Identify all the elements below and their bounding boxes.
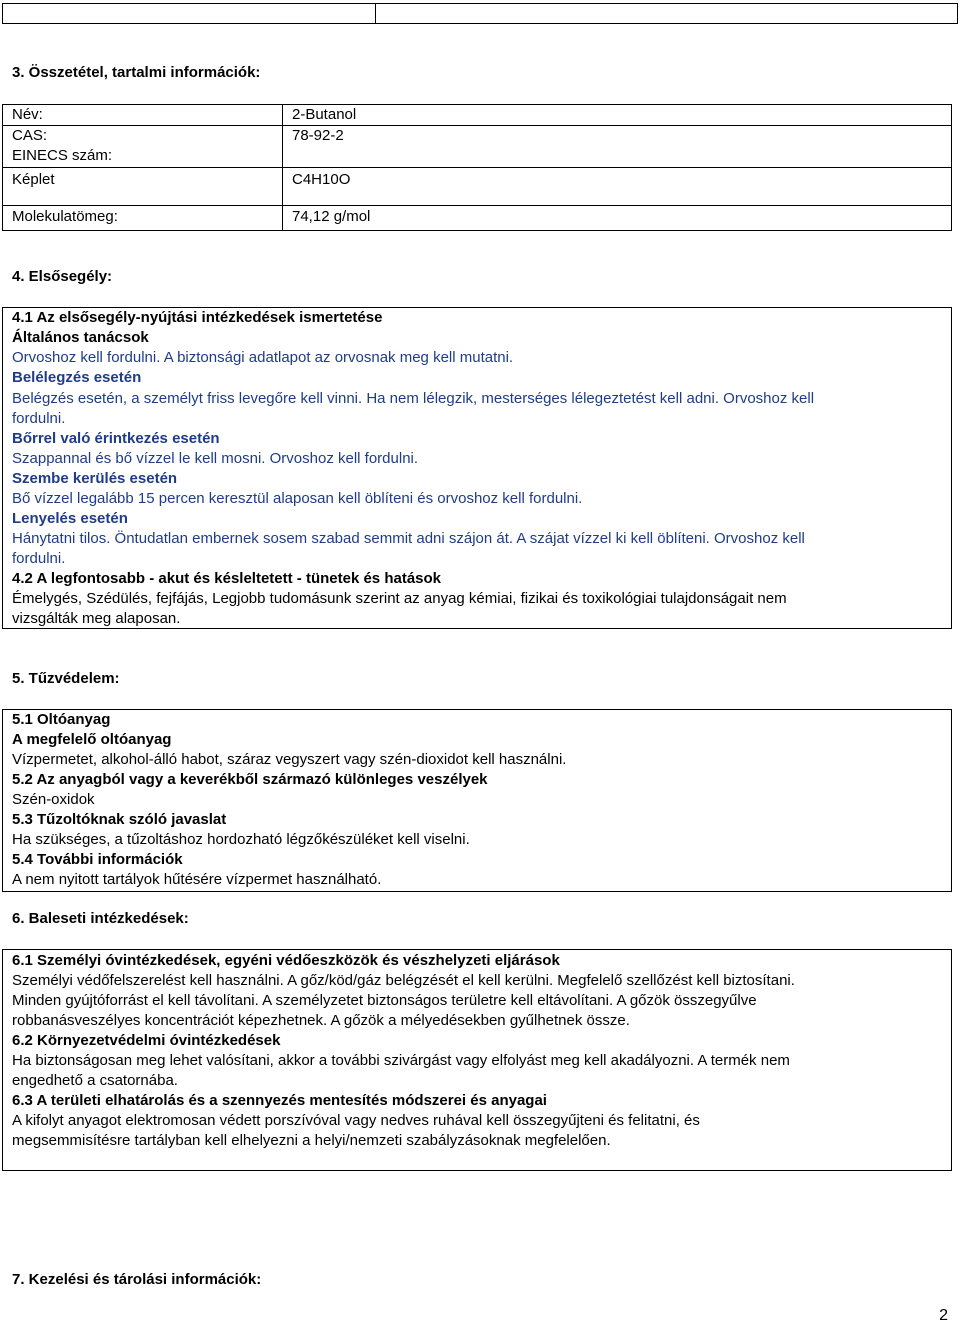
personal-precautions-text-1: Személyi védőfelszerelést kell használni. A gőz/köd/gáz belégzését el kell kerülni. Megfelelő szellőzést kell biztosítani. xyxy=(12,972,795,989)
personal-precautions-text-2: Minden gyújtóforrást el kell távolítani. A személyzetet biztonságos területre kell eltávolítani. A gőzök összegyűlve xyxy=(12,992,757,1009)
environmental-precautions-text-1: Ha biztonságosan meg lehet valósítani, akkor a további szivárgást vagy elfolyást meg kell akadályozni. A termék nem xyxy=(12,1052,790,1069)
molar-mass-value: 74,12 g/mol xyxy=(292,208,371,225)
first-aid-4-1-heading: 4.1 Az elsősegély-nyújtási intézkedések ismertetése xyxy=(12,309,383,326)
einecs-label: EINECS szám: xyxy=(12,147,113,164)
further-info-text: A nem nyitott tartályok hűtésére vízpermet használható. xyxy=(12,871,382,888)
suitable-media-heading: A megfelelő oltóanyag xyxy=(12,731,172,748)
skin-contact-heading: Bőrrel való érintkezés esetén xyxy=(12,430,220,447)
page-number: 2 xyxy=(939,1307,948,1324)
first-aid-4-2-heading: 4.2 A legfontosabb - akut és késleltetett - tünetek és hatások xyxy=(12,570,442,587)
composition-row-line-1 xyxy=(2,125,952,126)
ingestion-heading: Lenyelés esetén xyxy=(12,510,128,527)
section-3-title: 3. Összetétel, tartalmi információk: xyxy=(12,64,261,81)
symptoms-text-2: vizsgálták meg alaposan. xyxy=(12,610,181,627)
firefighter-advice-text: Ha szükséges, a tűzoltáshoz hordozható légzőkészüléket kell viselni. xyxy=(12,831,470,848)
eye-contact-heading: Szembe kerülés esetén xyxy=(12,470,178,487)
release-6-2-heading: 6.2 Környezetvédelmi óvintézkedések xyxy=(12,1032,281,1049)
containment-text-2: megsemmisítésre tartályban kell elhelyezni a helyi/nemzeti szabályzásoknak megfelelően. xyxy=(12,1132,611,1149)
formula-label: Képlet xyxy=(12,171,55,188)
fire-5-2-heading: 5.2 Az anyagból vagy a keverékből származó különleges veszélyek xyxy=(12,771,488,788)
skin-contact-text: Szappannal és bő vízzel le kell mosni. Orvoshoz kell fordulni. xyxy=(12,450,419,467)
molar-mass-label: Molekulatömeg: xyxy=(12,208,118,225)
general-advice-heading: Általános tanácsok xyxy=(12,329,149,346)
personal-precautions-text-3: robbanásveszélyes koncentrációt képezhetnek. A gőzök a mélyedésekben gyűlhetnek össze. xyxy=(12,1012,630,1029)
release-6-1-heading: 6.1 Személyi óvintézkedések, egyéni védőeszközök és vészhelyzeti eljárások xyxy=(12,952,560,969)
name-label: Név: xyxy=(12,106,43,123)
section-7-title: 7. Kezelési és tárolási információk: xyxy=(12,1271,262,1288)
fire-5-1-heading: 5.1 Oltóanyag xyxy=(12,711,111,728)
inhalation-text-2: fordulni. xyxy=(12,410,66,427)
top-table-row xyxy=(2,3,958,24)
ingestion-text-1: Hánytatni tilos. Öntudatlan embernek sosem szabad semmit adni szájon át. A szájat vízzel ki kell öblíteni. Orvoshoz kell xyxy=(12,530,805,547)
fire-5-4-heading: 5.4 További információk xyxy=(12,851,183,868)
cas-label: CAS: xyxy=(12,127,48,144)
fire-5-3-heading: 5.3 Tűzoltóknak szóló javaslat xyxy=(12,811,227,828)
general-advice-text: Orvoshoz kell fordulni. A biztonsági adatlapot az orvosnak meg kell mutatni. xyxy=(12,349,514,366)
containment-text-1: A kifolyt anyagot elektromosan védett porszívóval vagy nedves ruhával kell összegyűjteni és felitatni, és xyxy=(12,1112,700,1129)
top-table-divider xyxy=(375,3,376,24)
eye-contact-text: Bő vízzel legalább 15 percen keresztül alaposan kell öblíteni és orvoshoz kell fordulni. xyxy=(12,490,583,507)
suitable-media-text: Vízpermetet, alkohol-álló habot, száraz vegyszert vagy szén-dioxidot kell használni. xyxy=(12,751,567,768)
section-4-title: 4. Elsősegély: xyxy=(12,268,113,285)
inhalation-text-1: Belégzés esetén, a személyt friss levegőre kell vinni. Ha nem lélegzik, mesterséges lélegeztetést kell adni. Orvoshoz kell xyxy=(12,390,815,407)
release-6-3-heading: 6.3 A területi elhatárolás és a szennyezés mentesítés módszerei és anyagai xyxy=(12,1092,547,1109)
inhalation-heading: Belélegzés esetén xyxy=(12,369,142,386)
name-value: 2-Butanol xyxy=(292,106,357,123)
ingestion-text-2: fordulni. xyxy=(12,550,66,567)
symptoms-text-1: Émelygés, Szédülés, fejfájás, Legjobb tudomásunk szerint az anyag kémiai, fizikai és toxikológiai tulajdonságait nem xyxy=(12,590,787,607)
section-6-title: 6. Baleseti intézkedések: xyxy=(12,910,189,927)
section-5-title: 5. Tűzvédelem: xyxy=(12,670,120,687)
special-hazards-text: Szén-oxidok xyxy=(12,791,95,808)
cas-value: 78-92-2 xyxy=(292,127,344,144)
environmental-precautions-text-2: engedhető a csatornába. xyxy=(12,1072,178,1089)
formula-value: C4H10O xyxy=(292,171,351,188)
composition-row-line-2 xyxy=(2,167,952,168)
composition-row-line-3 xyxy=(2,205,952,206)
